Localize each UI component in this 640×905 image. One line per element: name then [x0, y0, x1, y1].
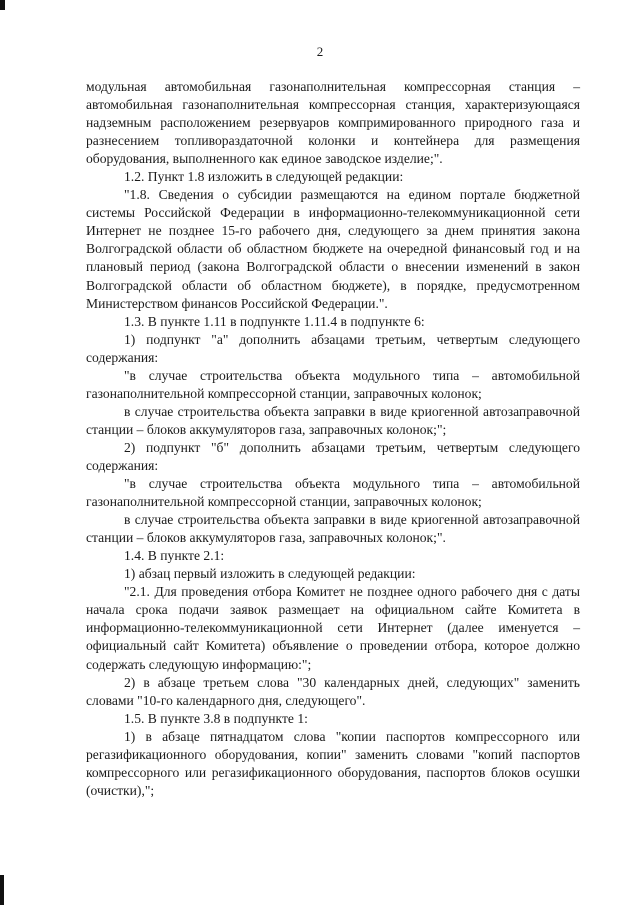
paragraph: 2) в абзаце третьем слова "30 календарных дней, следующих" заменить словами "10-го календарного дня, следующего". — [86, 674, 580, 708]
paragraph: "1.8. Сведения о субсидии размещаются на едином портале бюджетной системы Российской Федерации в информационно-телекоммуникационной сети Интернет не позднее 15-го рабочего дня, следующего за днем принятия закона Волгоградской области об областном бюджете на очередной финансовый год и на плановый период (закона Волгоградской области о внесении изменений в закон Волгоградской области об областном бюджете), в порядке, предусмотренном Министерством финансов Российской Федерации.". — [86, 187, 580, 311]
document-body — [86, 78, 580, 800]
paragraph: в случае строительства объекта заправки в виде криогенной автозаправочной станции – блоков аккумуляторов газа, заправочных колонок;"; — [86, 403, 580, 437]
paragraph: "в случае строительства объекта модульного типа – автомобильной газонаполнительной компрессорной станции, заправочных колонок; — [86, 476, 580, 510]
paragraph: 1) в абзаце пятнадцатом слова "копии паспортов компрессорного или регазификационного оборудования, копии" заменить словами "копий паспортов компрессорного или регазификационного оборудования, паспортов блоков осушки (очистки),"; — [86, 728, 580, 798]
paragraph: 1.4. В пункте 2.1: — [124, 548, 225, 564]
paragraph: в случае строительства объекта заправки в виде криогенной автозаправочной станции – блоков аккумуляторов газа, заправочных колонок;". — [86, 512, 580, 546]
paragraph: 1) подпункт "а" дополнить абзацами третьим, четвертым следующего содержания: — [86, 331, 580, 365]
paragraph: 1.3. В пункте 1.11 в подпункте 1.11.4 в подпункте 6: — [124, 313, 425, 329]
page-number: 2 — [316, 44, 324, 59]
paragraph: 1) абзац первый изложить в следующей редакции: — [124, 566, 416, 582]
paragraph: 2) подпункт "б" дополнить абзацами третьим, четвертым следующего содержания: — [86, 439, 580, 473]
paragraph: "в случае строительства объекта модульного типа – автомобильной газонаполнительной компрессорной станции, заправочных колонок; — [86, 367, 580, 401]
scan-edge-top — [0, 0, 5, 10]
paragraph: модульная автомобильная газонаполнительная компрессорная станция – автомобильная газонаполнительная компрессорная станция, характеризующаяся надземным расположением резервуаров компримированного природного газа и разнесением топливораздаточной колонки и контейнера для размещения оборудования, выполненного как единое заводское изделие;". — [86, 79, 580, 167]
paragraph: 1.5. В пункте 3.8 в подпункте 1: — [124, 710, 308, 726]
paragraph: 1.2. Пункт 1.8 изложить в следующей редакции: — [124, 169, 404, 185]
paragraph: "2.1. Для проведения отбора Комитет не позднее одного рабочего дня с даты начала срока подачи заявок размещает на официальном сайте Комитета в информационно-телекоммуникационной сети Интернет (далее именуется – официальный сайт Комитета) объявление о проведении отбора, которое должно содержать следующую информацию:"; — [86, 584, 580, 672]
scan-edge-bottom — [0, 875, 4, 905]
